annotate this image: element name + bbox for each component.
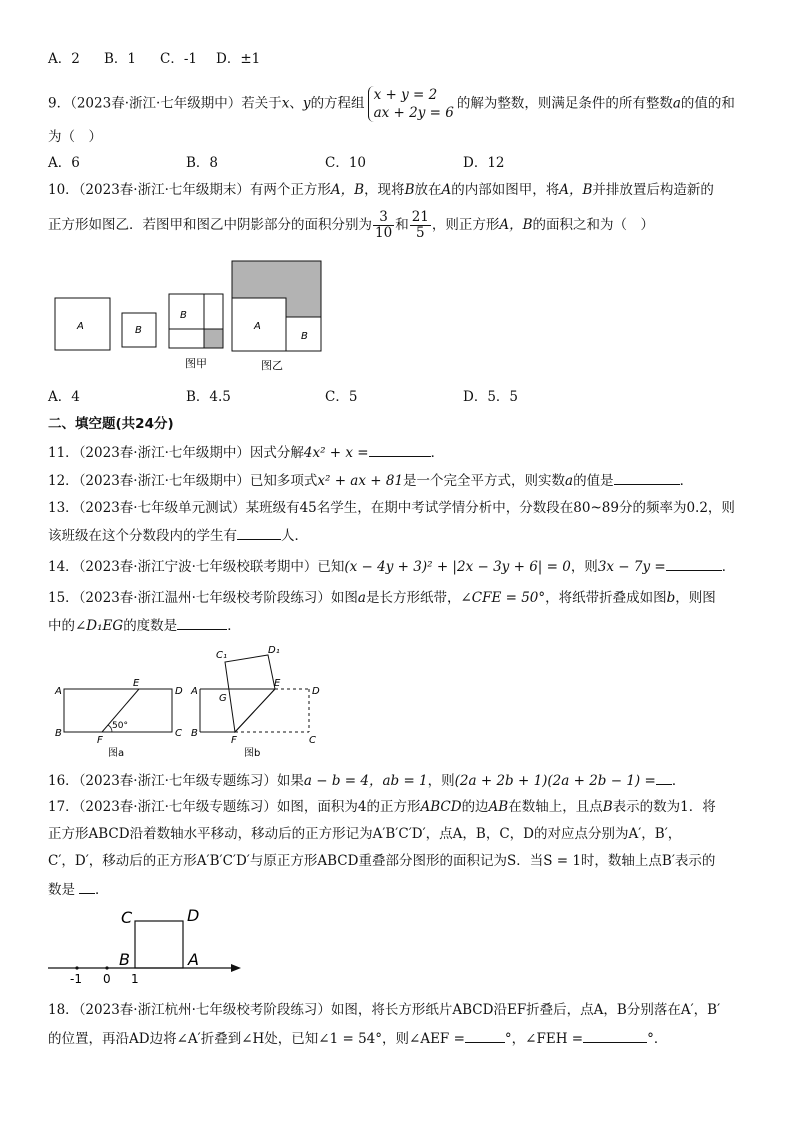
q11-line: 11．（2023春·浙江·七年级期中）因式分解4x² + x = ． — [48, 442, 444, 463]
fig-b-label-E: E — [274, 678, 281, 689]
fig-a-label-E: E — [133, 678, 140, 689]
q9-line1: 9．（2023春·浙江·七年级期中）若关于x、y的方程组 x + y = 2 ax + 2y = 6 的解为整数，则满足条件的所有整数a的值的和 — [48, 87, 735, 121]
fraction-3-10: $\frac{3}{10}$ — [375, 209, 393, 241]
yi-b-label: B — [301, 331, 308, 342]
q15-answer-blank[interactable] — [177, 615, 227, 630]
q10-option-a: A．4 — [48, 389, 80, 405]
yi-a-label: A — [254, 321, 261, 332]
q12-answer-blank[interactable] — [614, 470, 680, 485]
tick-1: 1 — [131, 972, 139, 985]
number-line-arrow — [231, 964, 241, 972]
q11-answer-blank[interactable] — [369, 442, 431, 457]
q17-number-line-figure — [45, 900, 250, 985]
jia-shade — [204, 329, 223, 348]
q16-line: 16．（2023春·浙江·七年级专题练习）如果a − b = 4，ab = 1，则(2a + 2b + 1)(2a + 2b − 1) = ． — [48, 770, 685, 791]
q9-option-c: C．10 — [325, 155, 367, 171]
jia-b-label: B — [180, 310, 187, 321]
q15-figure — [52, 644, 327, 762]
fig-b-label-C: C — [309, 735, 316, 746]
q18-answer-blank-2[interactable] — [583, 1028, 647, 1043]
fig-a-label-B: B — [55, 728, 62, 739]
tick-minus-1: -1 — [70, 972, 82, 985]
q9-option-d: D．12 — [463, 155, 505, 171]
q18-line1: 18．（2023春·浙江杭州·七年级校考阶段练习）如图，将长方形纸片ABCD沿EF折叠后，点A，B分别落在A′，B′ — [48, 1002, 721, 1018]
q10-figure — [50, 258, 330, 378]
square-ABCD — [135, 921, 183, 968]
q14-line: 14．（2023春·浙江宁波·七年级校联考期中）已知(x − 4y + 3)² + |2x − 3y + 6| = 0，则3x − 7y = ． — [48, 556, 735, 577]
q10-option-b: B．4.5 — [186, 389, 231, 405]
fig-a-label-A: A — [55, 686, 62, 697]
fig-b-caption: 图b — [244, 748, 261, 759]
q13-line1: 13．（2023春·七年级单元测试）某班级有45名学生，在期中考试学情分析中，分数段在80~89分的频率为0.2，则 — [48, 500, 735, 516]
q18-answer-blank-1[interactable] — [465, 1028, 505, 1043]
section-heading: 二、填空题(共24分) — [48, 416, 174, 432]
label-B: B — [119, 950, 130, 969]
q13-line2: 该班级在这个分数段内的学生有 人． — [48, 525, 308, 546]
q15-line2: 中的∠D₁EG的度数是 ． — [48, 615, 241, 636]
q17-line4: 数是 ． — [48, 879, 109, 900]
square-b-label: B — [135, 325, 142, 336]
fig-b-label-B: B — [191, 728, 198, 739]
q9-option-b: B．8 — [186, 155, 219, 171]
fig-a-angle-label: 50° — [112, 721, 128, 731]
fig-a-caption: 图a — [108, 748, 125, 759]
fig-a-label-D: D — [175, 686, 183, 697]
jia-caption: 图甲 — [185, 357, 207, 370]
fig-b-label-C1: C₁ — [216, 650, 227, 661]
fig-b-label-G: G — [219, 693, 227, 704]
label-A: A — [188, 950, 199, 969]
label-D: D — [187, 906, 200, 925]
q10-line2: 正方形如图乙．若图甲和图乙中阴影部分的面积分别为 $\frac{3}{10}$ 和 $\frac{21}{5}$ ，则正方形A，B的面积之和为（ ） — [48, 209, 655, 241]
q17-line2: 正方形ABCD沿着数轴水平移动，移动后的正方形记为A′B′C′D′，点A，B，C，D的对应点分别为A′，B′， — [48, 826, 682, 842]
q10-line1: 10．（2023春·浙江·七年级期末）有两个正方形A，B，现将B放在A的内部如图甲，将A，B并排放置后构造新的 — [48, 182, 714, 198]
q13-answer-blank[interactable] — [237, 525, 281, 540]
q14-answer-blank[interactable] — [666, 556, 722, 571]
square-a-label: A — [77, 321, 84, 332]
fig-b-label-D: D — [312, 686, 320, 697]
fig-b-label-A: A — [191, 686, 198, 697]
fig-b-label-D1: D₁ — [268, 645, 280, 656]
q8-option-c: C．-1 — [160, 51, 197, 67]
q8-option-d: D．±1 — [216, 51, 261, 67]
q9-option-a: A．6 — [48, 155, 80, 171]
q18-line2: 的位置，再沿AD边将∠A′折叠到∠H处，已知∠1 = 54°，则∠AEF = °，∠FEH = °． — [48, 1028, 667, 1049]
fig-b-label-F: F — [231, 735, 237, 746]
q15-line1: 15．（2023春·浙江温州·七年级校考阶段练习）如图a是长方形纸带，∠CFE = 50°，将纸带折叠成如图b，则图 — [48, 590, 716, 606]
q17-answer-blank[interactable] — [79, 879, 95, 894]
fraction-21-5: $\frac{21}{5}$ — [411, 209, 429, 241]
q8-option-a: A．2 — [48, 51, 80, 67]
q10-option-d: D．5．5 — [463, 389, 519, 405]
q10-option-c: C．5 — [325, 389, 358, 405]
fig-a-label-C: C — [175, 728, 182, 739]
fig-b-folded-part — [225, 655, 275, 732]
yi-caption: 图乙 — [261, 359, 283, 372]
q8-option-b: B．1 — [104, 51, 137, 67]
q17-line3: C′，D′，移动后的正方形A′B′C′D′与原正方形ABCD重叠部分图形的面积记为S．当S = 1时，数轴上点B′表示的 — [48, 853, 716, 869]
label-C: C — [121, 908, 133, 927]
q9-equation-system: x + y = 2 ax + 2y = 6 — [368, 86, 454, 122]
fig-a-label-F: F — [97, 735, 103, 746]
q16-answer-blank[interactable] — [656, 770, 672, 785]
q9-line2: 为（ ） — [48, 129, 102, 145]
q12-line: 12．（2023春·浙江·七年级期中）已知多项式x² + ax + 81是一个完全平方式，则实数a的值是 ． — [48, 470, 693, 491]
q17-line1: 17．（2023春·浙江·七年级专题练习）如图，面积为4的正方形ABCD的边AB在数轴上，且点B表示的数为1．将 — [48, 799, 716, 815]
tick-0: 0 — [103, 972, 111, 985]
